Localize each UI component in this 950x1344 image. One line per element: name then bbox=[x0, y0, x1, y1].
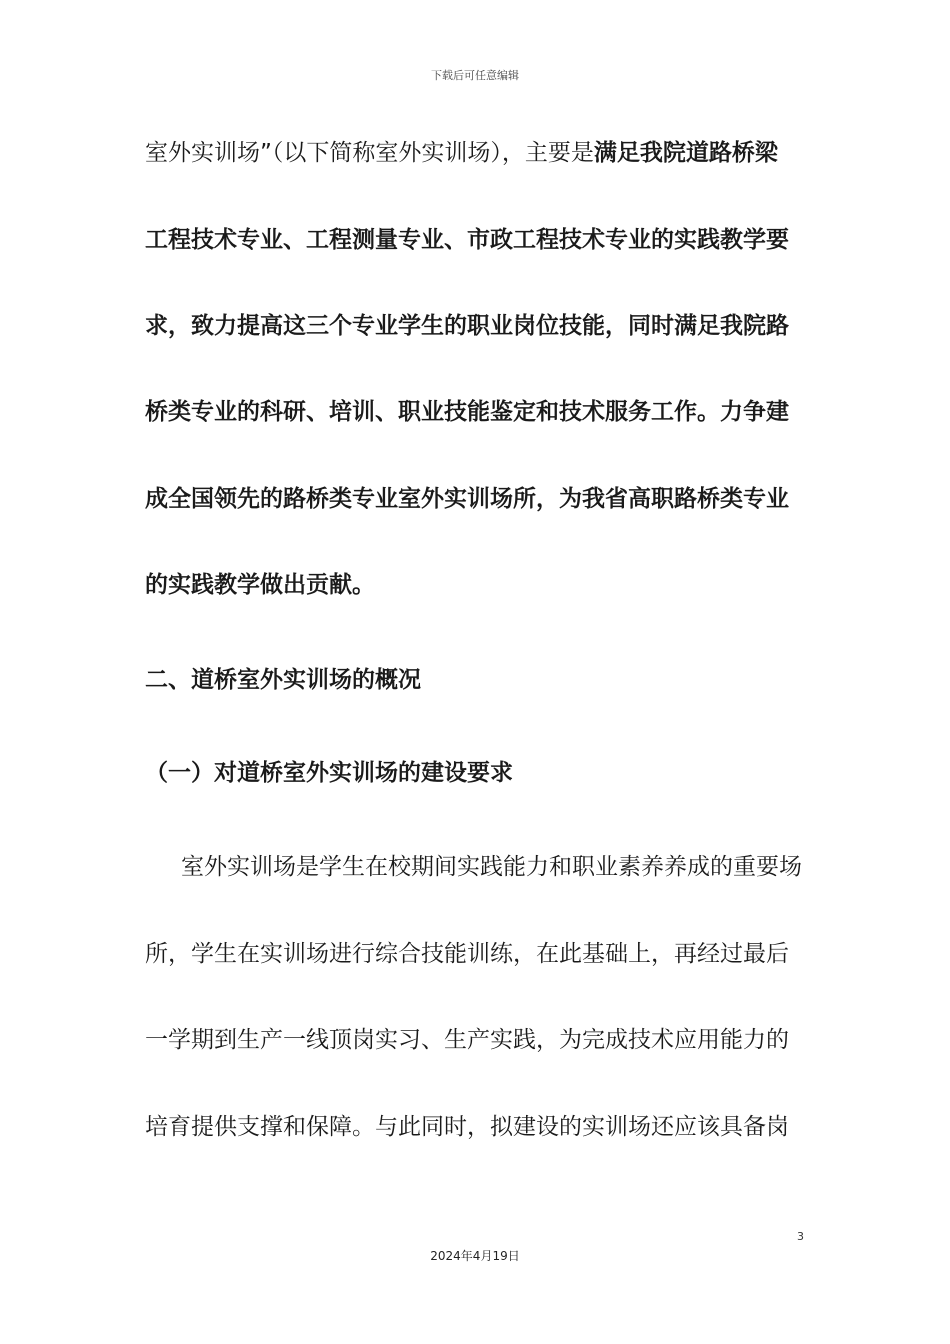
paragraph-line-1: 室外实训场是学生在校期间实践能力和职业素养养成的重要场 bbox=[181, 854, 802, 880]
body-line-3: 求，致力提高这三个专业学生的职业岗位技能，同时满足我院路 bbox=[145, 313, 789, 339]
body-line-2: 工程技术专业、工程测量专业、市政工程技术专业的实践教学要 bbox=[145, 227, 789, 253]
body-line-4: 桥类专业的科研、培训、职业技能鉴定和技术服务工作。力争建 bbox=[145, 399, 789, 425]
subsection-heading: （一）对道桥室外实训场的建设要求 bbox=[145, 760, 513, 786]
page-number: 3 bbox=[797, 1230, 804, 1243]
paragraph-line-4: 培育提供支撑和保障。与此同时，拟建设的实训场还应该具备岗 bbox=[145, 1114, 789, 1140]
body-line-1-normal: 室外实训场”（以下简称室外实训场），主要是 bbox=[145, 140, 594, 166]
body-line-1-bold: 满足我院道路桥梁 bbox=[593, 140, 778, 166]
section-heading: 二、道桥室外实训场的概况 bbox=[145, 667, 421, 693]
body-line-1 bbox=[145, 138, 778, 168]
footer-date: 2024年4月19日 bbox=[430, 1249, 520, 1263]
body-line-5: 成全国领先的路桥类专业室外实训场所，为我省高职路桥类专业 bbox=[145, 486, 789, 512]
header-note: 下载后可任意编辑 bbox=[431, 69, 519, 82]
paragraph-line-2: 所，学生在实训场进行综合技能训练，在此基础上，再经过最后 bbox=[145, 941, 789, 967]
paragraph-line-3: 一学期到生产一线顶岗实习、生产实践，为完成技术应用能力的 bbox=[145, 1027, 789, 1053]
body-line-6: 的实践教学做出贡献。 bbox=[145, 572, 375, 598]
